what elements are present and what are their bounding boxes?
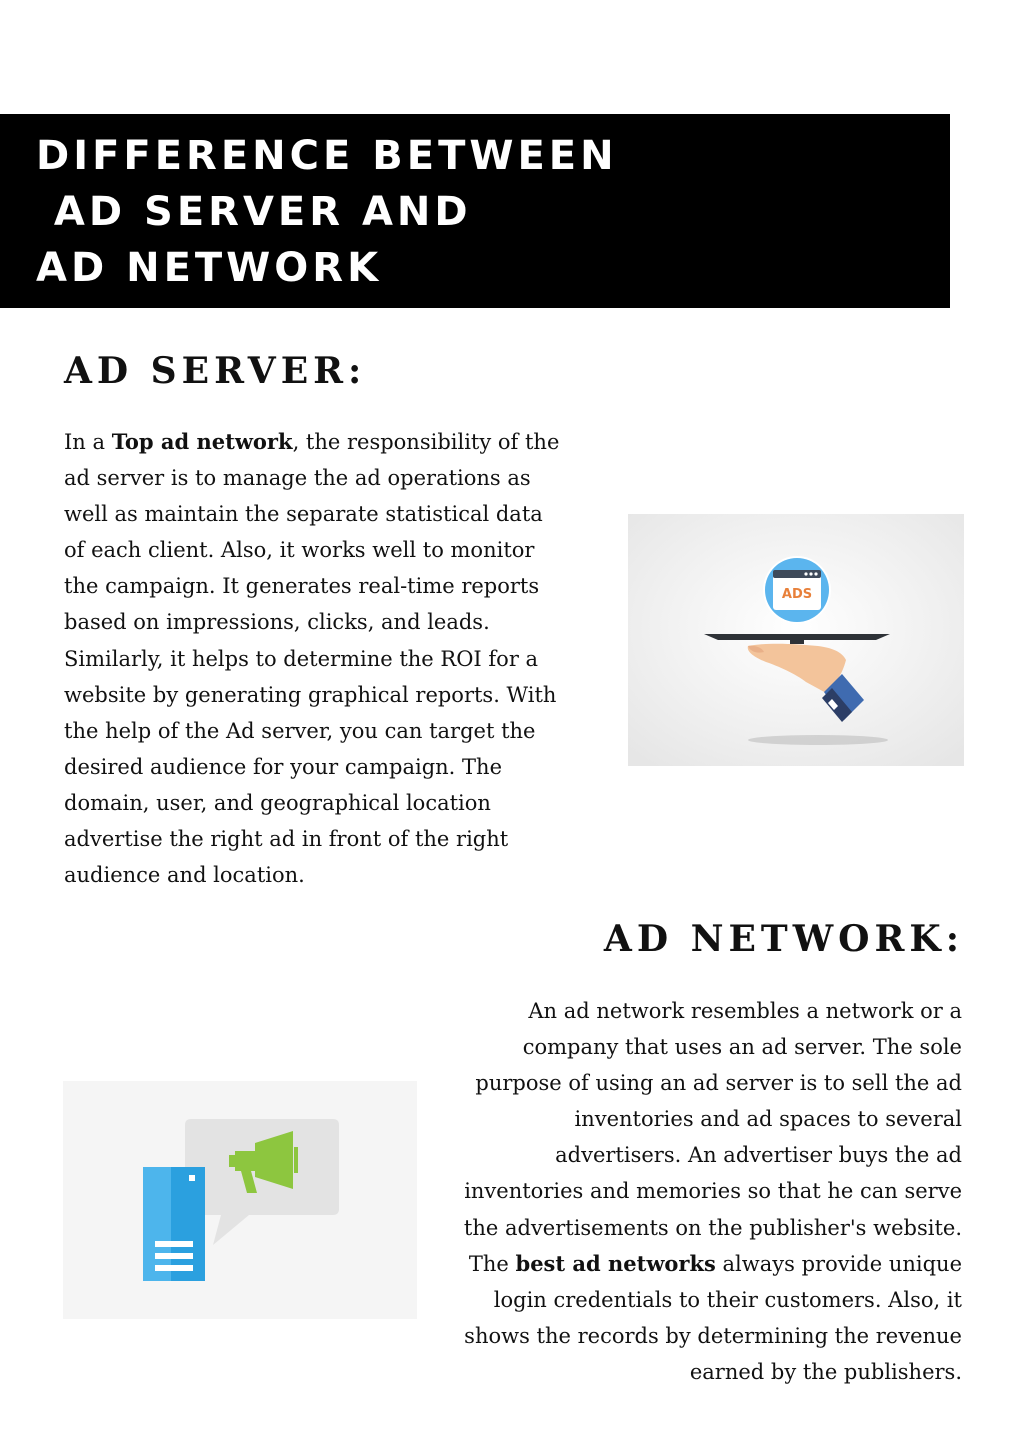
ad-network-heading: AD NETWORK: [603, 918, 964, 960]
ad-server-heading: AD SERVER: [64, 350, 367, 392]
best-ad-networks-text: best ad networks [515, 1250, 716, 1276]
ad-network-paragraph [456, 993, 962, 1390]
title-line-1: DIFFERENCE BETWEEN [36, 133, 618, 179]
ads-tray-illustration [628, 514, 964, 766]
ad-server-body: , the responsibility of the ad server is to manage the ad operations as well as maintain the separate statistical data of each client. Also, it works well to monitor the campaign. It generates real-time reports based on impressions, clicks, and leads. Similarly, it helps to determine the ROI for a website by generating graphical reports. With the help of the Ad server, you can target the desired audience for your campaign. The domain, user, and geographical location advertise the right ad in front of the right audience and location. [64, 430, 560, 888]
ad-network-body-2: always provide unique login credentials to their customers. Also, it shows the records by determining the revenue earned by the publishers. [464, 1251, 962, 1384]
top-ad-network-text: Top ad network [111, 429, 293, 454]
ad-network-body-1: An ad network resembles a network or a company that uses an ad server. The sole purpose of using an ad server is to sell the ad inventories and ad spaces to several advertisers. An advertiser buys the ad inventories and memories so that he can serve the advertisements on the publisher's website. The [463, 999, 962, 1276]
server-tower-icon [143, 1167, 205, 1281]
title-line-3: AD NETWORK [36, 245, 383, 291]
title-line-2: AD SERVER AND [36, 189, 472, 235]
title-banner [0, 114, 950, 308]
server-megaphone-illustration [63, 1081, 417, 1319]
ads-icon [763, 556, 831, 624]
ads-label: ADS [781, 587, 813, 602]
ad-server-paragraph [64, 424, 569, 893]
ad-server-lead: In a [64, 430, 112, 454]
